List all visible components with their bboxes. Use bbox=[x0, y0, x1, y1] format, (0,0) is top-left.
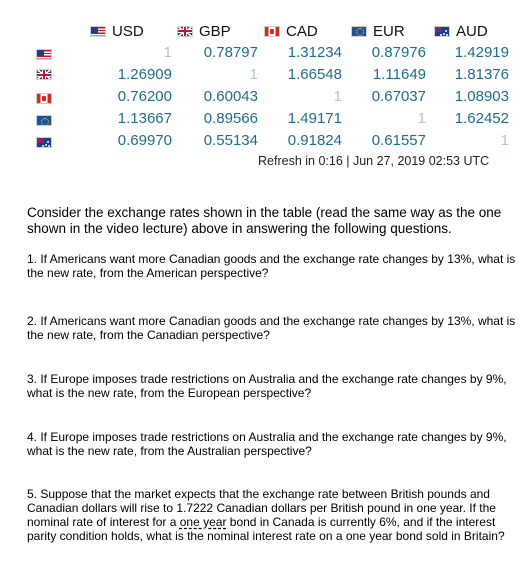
table-row-usd bbox=[36, 42, 509, 64]
rate-cell: 1.81376 bbox=[454, 66, 509, 83]
rate-cell: 0.91824 bbox=[287, 132, 342, 149]
question-5-text-end: bond in Canada is currently 6%, and if the interest parity condition holds, what is the nominal interest rate on a one year bond sold in Britain? bbox=[27, 515, 505, 543]
rate-cell: 0.67037 bbox=[371, 88, 426, 105]
rate-cell: 0.60043 bbox=[203, 88, 258, 105]
us-flag-icon bbox=[90, 26, 106, 37]
table-row-gbp bbox=[36, 64, 509, 86]
ca-flag-icon bbox=[264, 26, 280, 37]
intro-paragraph: Consider the exchange rates shown in the table (read the same way as the one shown in the video lecture) above in answering the following questions. bbox=[27, 205, 502, 236]
rate-cell: 1 bbox=[163, 44, 172, 61]
rate-cell: 1.31234 bbox=[287, 44, 342, 61]
rate-cell: 1.08903 bbox=[454, 88, 509, 105]
table-row-eur bbox=[36, 108, 509, 130]
ca-flag-icon bbox=[36, 93, 52, 104]
rate-cell: 0.78797 bbox=[203, 44, 258, 61]
rate-cell: 1.13667 bbox=[117, 110, 172, 127]
rate-cell: 1.26909 bbox=[117, 66, 172, 83]
rate-cell: 0.55134 bbox=[203, 132, 258, 149]
rate-cell: 1 bbox=[500, 132, 509, 149]
table-header-row bbox=[36, 20, 488, 42]
table-row-cad bbox=[36, 86, 509, 108]
au-flag-icon bbox=[434, 26, 450, 37]
rate-cell: 0.89566 bbox=[203, 110, 258, 127]
rate-cell: 0.87976 bbox=[371, 44, 426, 61]
rate-cell: 1.66548 bbox=[287, 66, 342, 83]
us-flag-icon bbox=[36, 49, 52, 60]
eu-flag-icon bbox=[36, 115, 52, 126]
question-3: 3. If Europe imposes trade restrictions on Australia and the exchange rate changes by 9%, what is the new rate, from the European perspective? bbox=[27, 372, 507, 400]
rate-cell: 1.49171 bbox=[287, 110, 342, 127]
header-usd: USD bbox=[90, 20, 144, 42]
rate-cell: 1.42919 bbox=[454, 44, 509, 61]
au-flag-icon bbox=[36, 137, 52, 148]
table-row-aud bbox=[36, 130, 509, 152]
header-cad: CAD bbox=[264, 20, 318, 42]
rate-cell: 0.76200 bbox=[117, 88, 172, 105]
header-aud: AUD bbox=[434, 20, 488, 42]
question-5-underlined: one year bbox=[179, 515, 227, 529]
header-eur: EUR bbox=[351, 20, 405, 42]
rate-cell: 0.61557 bbox=[371, 132, 426, 149]
rate-cell: 1.62452 bbox=[454, 110, 509, 127]
rate-cell: 1 bbox=[417, 110, 426, 127]
question-2: 2. If Americans want more Canadian goods and the exchange rate changes by 13%, what is the new rate, from the Canadian perspective? bbox=[27, 314, 516, 342]
question-1: 1. If Americans want more Canadian goods and the exchange rate changes by 13%, what is the new rate, from the American perspective? bbox=[27, 252, 516, 280]
exchange-rate-table bbox=[36, 20, 509, 152]
rate-cell: 0.69970 bbox=[117, 132, 172, 149]
refresh-status: Refresh in 0:16 | Jun 27, 2019 02:53 UTC bbox=[258, 154, 490, 168]
gb-flag-icon bbox=[36, 69, 52, 80]
rate-cell: 1 bbox=[333, 88, 342, 105]
question-5 bbox=[27, 487, 517, 543]
gb-flag-icon bbox=[177, 26, 193, 37]
question-4: 4. If Europe imposes trade restrictions on Australia and the exchange rate changes by 9%, what is the new rate, from the Australian perspective? bbox=[27, 430, 507, 458]
rate-cell: 1.11649 bbox=[372, 66, 426, 83]
header-gbp: GBP bbox=[177, 20, 231, 42]
rate-cell: 1 bbox=[249, 66, 258, 83]
question-5-text: 5. Suppose that the market expects that the exchange rate between British pounds and Canadian dollars will rise to 1.7222 Canadian dollars per British pound in one year. If the nominal rate of interest for a bbox=[27, 487, 496, 529]
eu-flag-icon bbox=[351, 26, 367, 37]
